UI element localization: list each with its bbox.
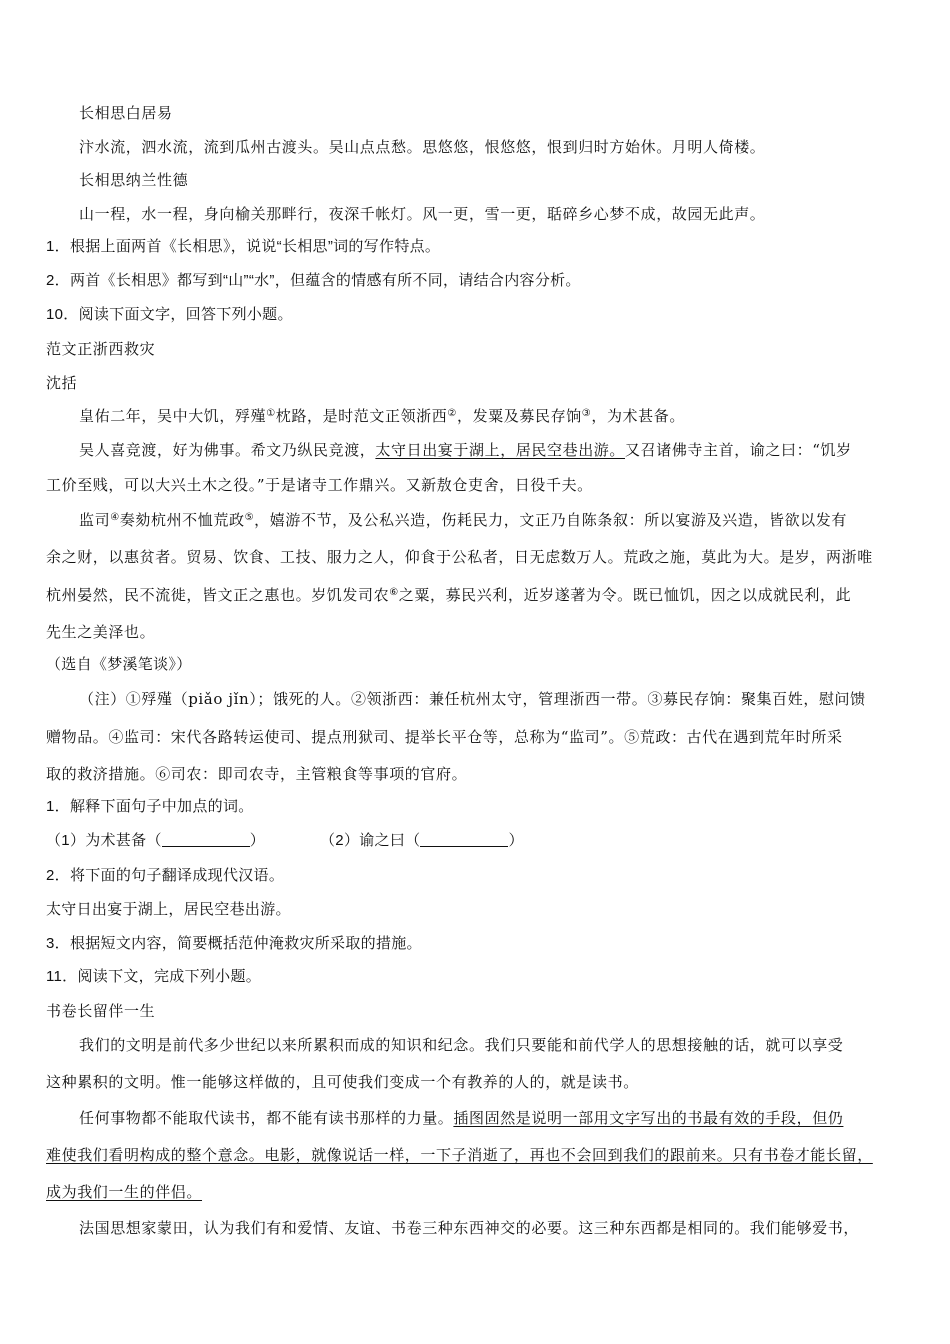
underlined-sentence: 插图固然是说明一部用文字写出的书最有效的手段，但仍: [453, 1109, 844, 1127]
passage-paragraph-3-line-2: 余之财，以惠贫者。贸易、饮食、工技、服力之人，仰食于公私者，日无虑数万人。荒政之施，莫此为大。是岁，两浙唯: [46, 548, 873, 566]
question-9-1: 1．根据上面两首《长相思》，说说“长相思”词的写作特点。: [46, 238, 441, 255]
section-10-header: 10．阅读下面文字，回答下列小题。: [46, 306, 293, 323]
poem2-text: 山一程，水一程，身向榆关那畔行，夜深千帐灯。风一更，雪一更，聒碎乡心梦不成，故园无此声。: [79, 205, 766, 223]
annotation-line-2: 赠物品。④监司：宋代各路转运使司、提点刑狱司、提举长平仓等，总称为“监司”。⑤荒政：古代在遇到荒年时所采: [46, 728, 843, 746]
passage-paragraph-2-line-1: 吴人喜竞渡，好为佛事。希文乃纵民竞渡，太守日出宴于湖上，居民空巷出游。又召诸佛寺主首，谕之曰：“饥岁: [79, 441, 852, 459]
article-paragraph-1-line-1: 我们的文明是前代多少世纪以来所累积而成的知识和纪念。我们只要能和前代学人的思想接触的话，就可以享受: [79, 1036, 844, 1054]
article-paragraph-1-line-2: 这种累积的文明。惟一能够这样做的，且可使我们变成一个有教养的人的，就是读书。: [46, 1073, 639, 1091]
poem2-title: 长相思纳兰性德: [79, 171, 189, 189]
question-10-2: 2．将下面的句子翻译成现代汉语。: [46, 867, 285, 884]
article-paragraph-3-line-1: 法国思想家蒙田，认为我们有和爱情、友谊、书卷三种东西神交的必要。这三种东西都是相同的。我们能够爱书，: [79, 1219, 860, 1237]
note-marker: ①: [266, 408, 276, 419]
passage-paragraph-1: 皇佑二年，吴中大饥，殍殣①枕路，是时范文正领浙西②，发粟及募民存饷③，为术甚备。: [79, 407, 685, 425]
section-11-header: 11．阅读下文，完成下列小题。: [46, 968, 262, 985]
section-10-title: 范文正浙西救灾: [46, 340, 156, 358]
note-marker: ⑤: [244, 512, 255, 523]
article-paragraph-2-line-3: 成为我们一生的伴侣。: [46, 1183, 203, 1201]
section-10-author: 沈括: [46, 374, 78, 392]
article-paragraph-2-line-2: 难使我们看明构成的整个意念。电影，就像说话一样，一下子消逝了，再也不会回到我们的跟前来。只有书卷才能长留，: [46, 1146, 873, 1164]
note-marker: ③: [581, 408, 592, 419]
note-marker: ②: [447, 408, 457, 419]
question-10-1: 1．解释下面句子中加点的词。: [46, 798, 254, 815]
question-10-3: 3．根据短文内容，简要概括范仲淹救灾所采取的措施。: [46, 935, 422, 952]
section-11-title: 书卷长留伴一生: [46, 1002, 156, 1020]
note-marker: ④: [110, 512, 120, 523]
note-marker: ⑥: [389, 587, 399, 598]
question-10-2-sentence: 太守日出宴于湖上，居民空巷出游。: [46, 901, 291, 918]
question-10-1-items: （1）为术甚备（ ） （2）谕之曰（ ）: [46, 832, 524, 849]
article-paragraph-2-line-1: 任何事物都不能取代读书，都不能有读书那样的力量。插图固然是说明一部用文字写出的书最有效的手段，但仍: [79, 1109, 844, 1127]
annotation-line-1: （注）①殍殣（piǎo jǐn）；饿死的人。②领浙西：兼任杭州太守，管理浙西一带。③募民存饷：聚集百姓，慰问馈: [79, 690, 866, 708]
question-9-2: 2．两首《长相思》都写到“山”“水”，但蕴含的情感有所不同，请结合内容分析。: [46, 272, 581, 289]
underlined-sentence: 太守日出宴于湖上，居民空巷出游。: [375, 441, 626, 459]
answer-blank[interactable]: [420, 832, 508, 847]
passage-paragraph-3-line-4: 先生之美泽也。: [46, 623, 156, 641]
answer-blank[interactable]: [162, 832, 250, 847]
passage-paragraph-2-line-2: 工价至贱，可以大兴土木之役。”于是诸寺工作鼎兴。又新敖仓吏舍，日役千夫。: [46, 476, 593, 494]
passage-paragraph-3-line-3: 杭州晏然，民不流徙，皆文正之惠也。岁饥发司农⑥之粟，募民兴利，近岁遂著为令。既已恤饥，因之以成就民利，此: [46, 586, 852, 604]
passage-paragraph-3-line-1: 监司④奏劾杭州不恤荒政⑤，嬉游不节，及公私兴造，伤耗民力，文正乃自陈条叙：所以宴游及兴造，皆欲以发有: [79, 511, 847, 529]
annotation-line-3: 取的救济措施。⑥司农：即司农寺，主管粮食等事项的官府。: [46, 765, 468, 783]
passage-source: （选自《梦溪笔谈》）: [46, 656, 192, 673]
poem1-text: 汴水流，泗水流，流到瓜州古渡头。吴山点点愁。思悠悠，恨悠悠，恨到归时方始休。月明人倚楼。: [79, 138, 766, 156]
poem1-title: 长相思白居易: [79, 104, 173, 122]
